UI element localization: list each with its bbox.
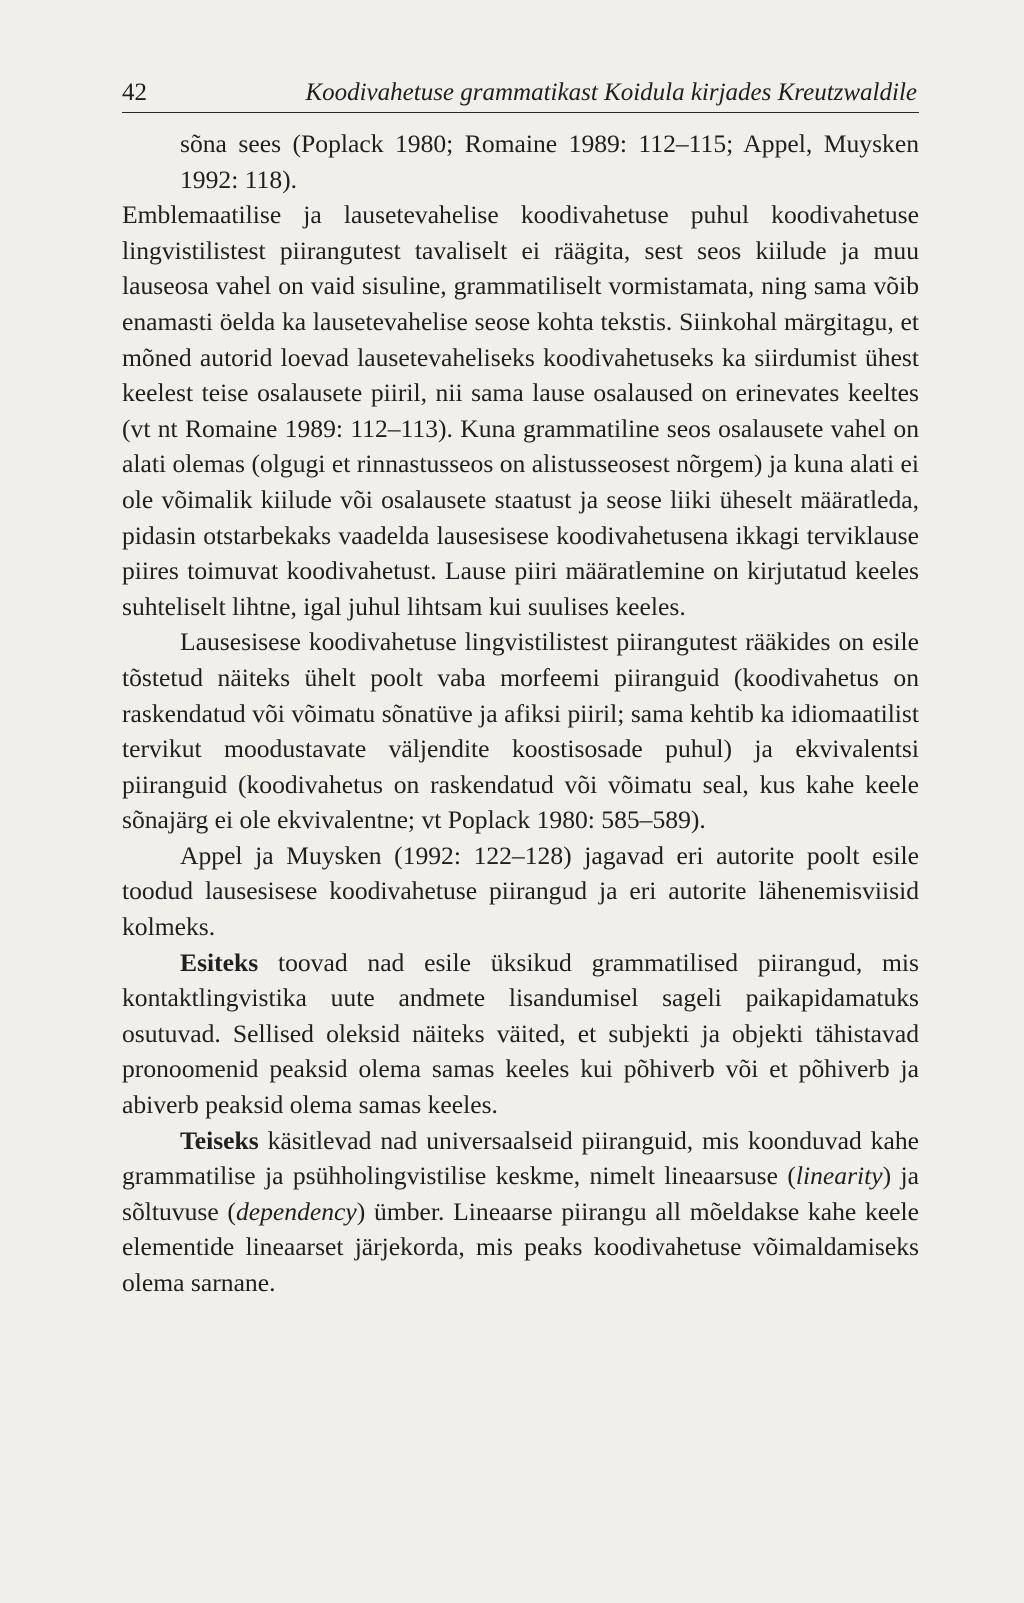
term-dependency: dependency xyxy=(235,1196,357,1226)
lead-word-esiteks: Esiteks xyxy=(180,947,259,977)
paragraph-continuation: sõna sees (Poplack 1980; Romaine 1989: 112–115; Appel, Muysken 1992: 118). xyxy=(180,129,919,194)
page-number: 42 xyxy=(122,79,147,106)
term-linearity: linearity xyxy=(795,1161,883,1191)
lead-word-teiseks: Teiseks xyxy=(180,1125,259,1155)
paragraph-first-approach xyxy=(122,945,919,1123)
paragraph-second-approach-text-a: käsitlevad nad universaalseid piiranguid, mis koonduvad kahe grammatilise ja psühholingvistilise keskme, nimelt lineaarsuse ( xyxy=(122,1125,919,1191)
running-title: Koodivahetuse grammatikast Koidula kirjades Kreutzwaldile xyxy=(305,79,917,106)
paragraph-emblematic-switching: Emblemaatilise ja lausetevahelise koodivahetuse puhul koodivahetuse lingvistilistest piirangutest tavaliselt ei räägita, sest seos kiilude ja muu lauseosa vahel on vaid sisuline, grammatiliselt vormistamata, ning sama võib enamasti öelda ka lausetevahelise seose kohta tekstis. Siinkohal märgitagu, et mõned autorid loevad lausetevaheliseks koodivahetuseks ka siirdumist ühest keelest teise osalausete piiril, nii sama lause osalaused on erinevates keeltes (vt nt Romaine 1989: 112–113). Kuna grammatiline seos osalausete vahel on alati olemas (olgugi et rinnastusseos on alistusseosest nõrgem) ja kuna alati ei ole võimalik kiilude või osalausete staatust ja seose liiki üheselt määratleda, pidasin otstarbekaks vaadelda lausesisese koodivahetusena ikkagi terviklause piires toimuvat koodivahetust. Lause piiri määratlemine on kirjutatud keeles suhteliselt lihtne, igal juhul lihtsam kui suulises keeles. xyxy=(122,200,919,621)
paragraph-second-approach-text-c: ) ümber. Lineaarse piirangu all mõeldakse kahe keele elementide lineaarset järjekorda, mis peaks koodivahetuse võimaldamiseks olema sarnane. xyxy=(122,1196,919,1297)
paragraph-first-approach-text: toovad nad esile üksikud grammatilised piirangud, mis kontaktlingvistika uute andmete lisandumisel sageli paikapidamatuks osutuvad. Sellised oleksid näiteks väited, et subjekti ja objekti tähistavad pronoomenid peaksid olema samas keeles kui põhiverb või et põhiverb ja abiverb peaksid olema samas keeles. xyxy=(122,947,919,1120)
running-header xyxy=(122,78,919,113)
body-text xyxy=(122,126,919,1301)
paragraph-appel-muysken: Appel ja Muysken (1992: 122–128) jagavad eri autorite poolt esile toodud lausesisese koodivahetuse piirangud ja eri autorite lähenemisviisid kolmeks. xyxy=(122,840,919,942)
paragraph-intrasentential-constraints: Lausesisese koodivahetuse lingvistilistest piirangutest rääkides on esile tõstetud näiteks ühelt poolt vaba morfeemi piiranguid (koodivahetus on raskendatud või võimatu sõnatüve ja afiksi piiril; sama kehtib ka idiomaatilist tervikut moodustavate väljendite koostisosade puhul) ja ekvivalentsi piiranguid (koodivahetus on raskendatud või võimatu seal, kus kahe keele sõnajärg ei ole ekvivalentne; vt Poplack 1980: 585–589). xyxy=(122,627,919,835)
paragraph-second-approach xyxy=(122,1123,919,1301)
paragraph-second-approach-text-b: ) ja sõltuvuse ( xyxy=(122,1161,919,1226)
